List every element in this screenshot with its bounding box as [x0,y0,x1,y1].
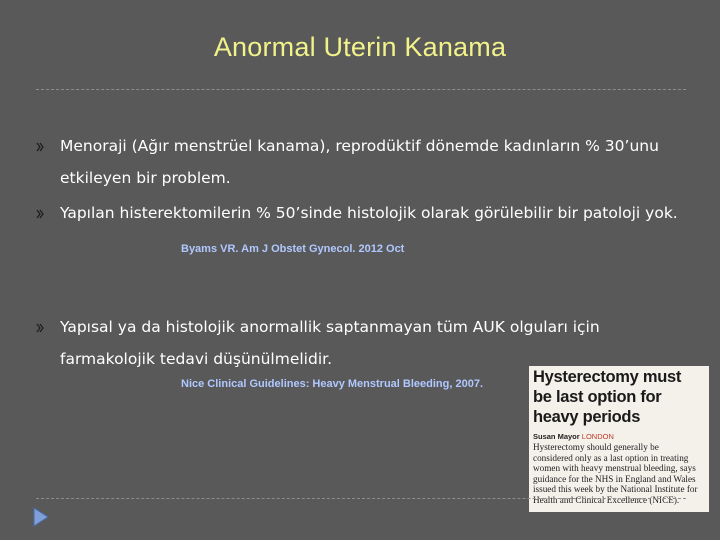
news-body-line: issued this week by the National Institute for [533,484,698,495]
news-body-line: women with heavy menstrual bleeding, says [533,463,696,474]
news-clipping-image [529,366,709,512]
citation-byams: Byams VR. Am J Obstet Gynecol. 2012 Oct [181,243,405,255]
news-byline [533,432,705,441]
bullet-icon [36,323,44,333]
next-slide-arrow-icon[interactable] [32,506,50,528]
bullet-icon [36,209,44,219]
bullet-1-line-2: etkileyen bir problem. [60,169,231,187]
news-body [533,442,705,506]
bullet-3-line-2: farmakolojik tedavi düşünülmelidir. [60,350,333,368]
news-body-line: Health and Clinical Excellence (NICE). [533,494,680,505]
news-headline [533,367,705,427]
news-body-line: Hysterectomy should generally be [533,442,659,452]
citation-nice: Nice Clinical Guidelines: Heavy Menstrual Bleeding, 2007. [181,378,483,390]
bullet-2-line-1: Yapılan histerektomilerin % 50’sinde histolojik olarak görülebilir bir patoloji yok. [60,204,678,222]
bullet-3-line-1: Yapısal ya da histolojik anormallik saptanmayan tüm AUK olguları için [60,318,600,336]
news-author: Susan Mayor [533,432,580,441]
bottom-divider [36,498,686,499]
bullet-2-text [60,197,700,229]
news-body-line: guidance for the NHS in England and Wales [533,473,696,484]
bullet-icon [36,142,44,152]
slide-title: Anormal Uterin Kanama [213,32,507,62]
news-headline-line: heavy periods [533,408,641,426]
bullet-1-text [60,130,700,194]
news-body-line: considered only as a last option in treating [533,452,689,463]
news-headline-line: be last option for [533,388,662,406]
news-location: LONDON [581,432,614,441]
top-divider [36,89,686,90]
bullet-1-line-1: Menoraji (Ağır menstrüel kanama), reprodüktif dönemde kadınların % 30’unu [60,137,659,155]
news-headline-line: Hysterectomy must [533,368,682,386]
